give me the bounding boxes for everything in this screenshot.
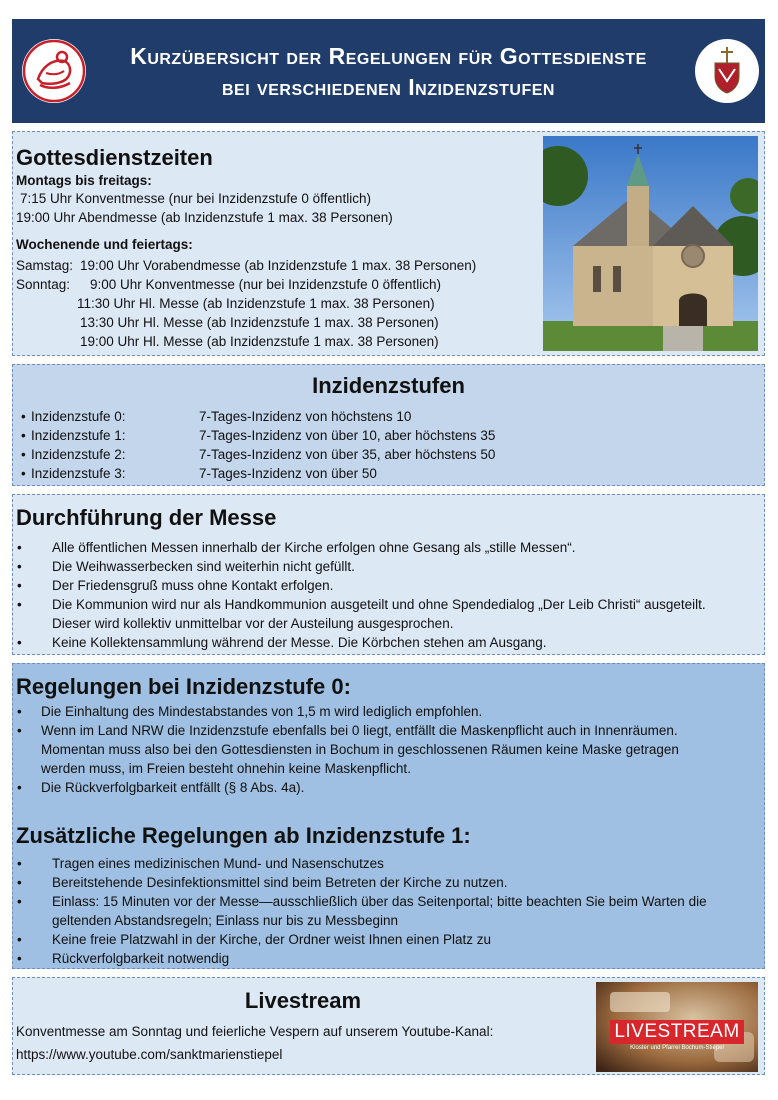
list-item-text: Die Einhaltung des Mindestabstandes von 1,5 m wird lediglich empfohlen. — [41, 704, 483, 719]
bullet-icon: • — [17, 951, 22, 966]
incidence-level-definition: 7-Tages-Inzidenz von höchstens 10 — [199, 409, 412, 424]
list-item — [17, 557, 758, 576]
list-item — [17, 873, 758, 892]
rules-level0-list — [17, 702, 758, 797]
rules-level1-heading: Zusätzliche Regelungen ab Inzidenzstufe 1: — [16, 823, 471, 848]
list-item-text: Rückverfolgbarkeit notwendig — [52, 951, 230, 966]
church-photo — [543, 136, 758, 351]
list-item-text: Dieser wird kollektiv unmittelbar vor der Austeilung ausgesprochen. — [52, 616, 454, 631]
page-title — [102, 41, 675, 103]
incidence-levels-heading: Inzidenzstufen — [312, 373, 465, 398]
bullet-icon: • — [17, 932, 22, 947]
list-item-text: Tragen eines medizinischen Mund- und Nasenschutzes — [52, 856, 384, 871]
page-title-line1: Kurzübersicht der Regelungen für Gottesdienste — [130, 43, 647, 69]
incidence-level-name: Inzidenzstufe 1: — [31, 428, 126, 443]
list-item — [17, 702, 758, 721]
bullet-icon: • — [17, 723, 22, 738]
livestream-badge: LIVESTREAM — [610, 1020, 744, 1044]
weekend-line: 19:00 Uhr Hl. Messe (ab Inzidenzstufe 1 max. 38 Personen) — [80, 334, 439, 349]
list-item — [17, 854, 758, 873]
weekend-heading: Wochenende und feiertags: — [16, 237, 193, 252]
mass-procedure-heading: Durchführung der Messe — [16, 505, 277, 530]
bullet-icon: • — [17, 704, 22, 719]
livestream-thumbnail[interactable] — [596, 982, 758, 1072]
livestream-heading: Livestream — [244, 988, 362, 1013]
order-crest-icon — [695, 39, 759, 103]
bullet-icon: • — [17, 856, 22, 871]
weekend-line: 9:00 Uhr Konventmesse (nur bei Inzidenzstufe 0 öffentlich) — [90, 277, 441, 292]
bullet-icon: • — [17, 780, 22, 795]
list-item — [17, 576, 758, 595]
incidence-levels-section — [12, 364, 765, 486]
list-item-text: Der Friedensgruß muss ohne Kontakt erfolgen. — [52, 578, 334, 593]
incidence-level-name: Inzidenzstufe 2: — [31, 447, 126, 462]
list-item — [17, 892, 758, 930]
incidence-level-name: Inzidenzstufe 0: — [31, 409, 126, 424]
rules-level0-heading: Regelungen bei Inzidenzstufe 0: — [16, 674, 351, 699]
weekend-day: Sonntag: — [16, 277, 71, 292]
livestream-section — [12, 977, 765, 1075]
bullet-icon: • — [21, 409, 26, 424]
service-times-section — [12, 131, 765, 356]
page-title-line2: bei verschiedenen Inzidenzstufen — [222, 74, 555, 100]
weekend-line: 19:00 Uhr Vorabendmesse (ab Inzidenzstufe 1 max. 38 Personen) — [80, 258, 477, 273]
rules-section — [12, 663, 765, 969]
weekday-heading: Montags bis freitags: — [16, 173, 152, 188]
bullet-icon: • — [17, 597, 22, 612]
incidence-level-definition: 7-Tages-Inzidenz von über 35, aber höchstens 50 — [199, 447, 496, 462]
weekday-line: 19:00 Uhr Abendmesse (ab Inzidenzstufe 1 max. 38 Personen) — [16, 210, 393, 225]
list-item-text: Momentan muss also bei den Gottesdiensten in Bochum in geschlossenen Räumen keine Maske getragen — [41, 742, 679, 757]
list-item-text: Einlass: 15 Minuten vor der Messe—ausschließlich über das Seitenportal; bitte beachten Sie beim Warten die — [52, 894, 707, 909]
list-item-text: Keine Kollektensammlung während der Messe. Die Körbchen stehen am Ausgang. — [52, 635, 547, 650]
livestream-url-link[interactable]: https://www.youtube.com/sanktmarienstiepel — [16, 1047, 283, 1062]
weekend-line: 11:30 Uhr Hl. Messe (ab Inzidenzstufe 1 max. 38 Personen) — [77, 296, 435, 311]
livestream-text: Konventmesse am Sonntag und feierliche Vespern auf unserem Youtube-Kanal: — [16, 1024, 494, 1039]
list-item — [17, 538, 758, 557]
list-item — [17, 595, 758, 633]
weekend-line: 13:30 Uhr Hl. Messe (ab Inzidenzstufe 1 max. 38 Personen) — [80, 315, 439, 330]
incidence-level-definition: 7-Tages-Inzidenz von über 50 — [199, 466, 377, 481]
list-item — [17, 778, 758, 797]
list-item — [17, 721, 758, 778]
list-item-text: Keine freie Platzwahl in der Kirche, der Ordner weist Ihnen einen Platz zu — [52, 932, 491, 947]
list-item-text: Die Weihwasserbecken sind weiterhin nicht gefüllt. — [52, 559, 355, 574]
mass-procedure-section — [12, 494, 765, 655]
page-header — [12, 19, 765, 123]
list-item-text: Wenn im Land NRW die Inzidenzstufe ebenfalls bei 0 liegt, entfällt die Maskenpflicht auch in Innenräumen. — [41, 723, 678, 738]
bullet-icon: • — [17, 875, 22, 890]
service-times-heading: Gottesdienstzeiten — [16, 145, 213, 170]
bullet-icon: • — [17, 559, 22, 574]
bullet-icon: • — [21, 447, 26, 462]
bullet-icon: • — [21, 466, 26, 481]
list-item-text: Die Rückverfolgbarkeit entfällt (§ 8 Abs. 4a). — [41, 780, 305, 795]
weekday-line: 7:15 Uhr Konventmesse (nur bei Inzidenzstufe 0 öffentlich) — [20, 191, 371, 206]
weekend-day: Samstag: — [16, 258, 74, 273]
list-item-text: Alle öffentlichen Messen innerhalb der Kirche erfolgen ohne Gesang als „stille Messen“. — [52, 540, 576, 555]
list-item-text: Bereitstehende Desinfektionsmittel sind beim Betreten der Kirche zu nutzen. — [52, 875, 508, 890]
list-item — [17, 949, 758, 968]
incidence-level-name: Inzidenzstufe 3: — [31, 466, 126, 481]
bullet-icon: • — [17, 578, 22, 593]
list-item — [17, 633, 758, 652]
list-item-text: geltenden Abstandsregeln; Einlass nur bis zu Messbeginn — [52, 913, 398, 928]
bullet-icon: • — [17, 540, 22, 555]
rules-level1-list — [17, 854, 758, 968]
bullet-icon: • — [21, 428, 26, 443]
mass-procedure-list — [17, 538, 758, 652]
livestream-badge-subtitle: Kloster und Pfarrei Bochum-Stiepel — [630, 1045, 724, 1051]
bullet-icon: • — [17, 635, 22, 650]
pieta-logo-icon — [22, 39, 86, 103]
list-item-text: Die Kommunion wird nur als Handkommunion ausgeteilt und ohne Spendedialog „Der Leib Christi“ ausgeteilt. — [52, 597, 706, 612]
bullet-icon: • — [17, 894, 22, 909]
incidence-level-definition: 7-Tages-Inzidenz von über 10, aber höchstens 35 — [199, 428, 496, 443]
list-item-text: werden muss, im Freien besteht ohnehin keine Maskenpflicht. — [41, 761, 411, 776]
list-item — [17, 930, 758, 949]
